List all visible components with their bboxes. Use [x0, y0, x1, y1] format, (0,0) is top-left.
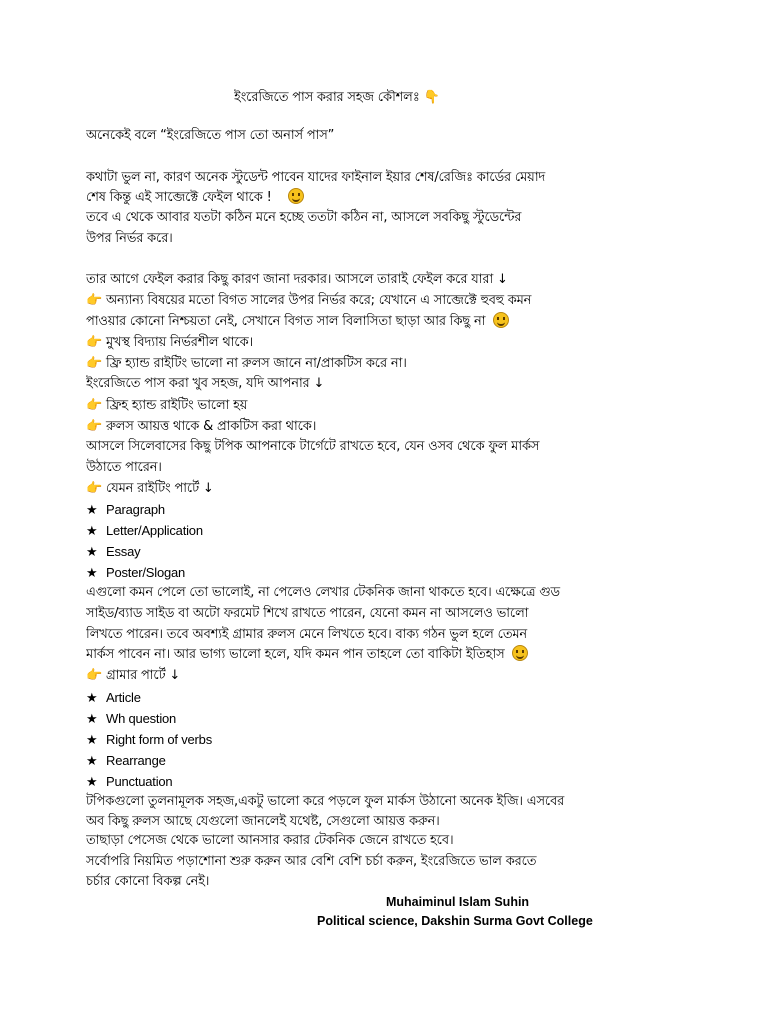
- star-icon: ★: [86, 775, 98, 790]
- grammar-item-text: Wh question: [106, 711, 177, 726]
- writing-item-text: Paragraph: [106, 502, 165, 517]
- closing-line-5: চর্চার কোনো বিকল্প নেই।: [86, 874, 210, 889]
- writing-item-text: Essay: [106, 544, 141, 559]
- writing-item: [86, 563, 616, 584]
- writing-item: [86, 500, 616, 521]
- reason-1-text-2: পাওয়ার কোনো নিশ্চয়তা নেই, সেখানে বিগত সাল বিলাসিতা ছাড়া আর কিছু না: [86, 314, 486, 329]
- reason-2-text: মুখস্থ বিদ্যায় নির্ভরশীল থাকে।: [106, 335, 253, 350]
- grammar-item: [86, 709, 616, 730]
- writing-heading: [86, 479, 616, 499]
- page-title: [234, 88, 494, 108]
- closing-line-3: তাছাড়া পেসেজ থেকে ভালো আনসার করার টেকনিক জেনে রাখতে হবে।: [86, 833, 454, 848]
- easy-1-text: ফ্রিহ হ্যান্ড রাইটিং ভালো হয়: [106, 398, 248, 413]
- pointing-hand-icon: 👉: [86, 481, 102, 496]
- writing-item: [86, 521, 616, 542]
- title-text: ইংরেজিতে পাস করার সহজ কৌশলঃ: [234, 90, 420, 105]
- writing-para-line-4: [86, 645, 616, 665]
- writing-para-line-2: সাইড/ব্যাড সাইড বা অটো ফরমেট শিখে রাখতে পারেন, যেনো কমন না আসলেও ভালো: [86, 606, 529, 621]
- star-icon: ★: [86, 566, 98, 581]
- grammar-item-text: Right form of verbs: [106, 732, 213, 747]
- grammar-item-text: Article: [106, 690, 141, 705]
- easy-heading: ইংরেজিতে পাস করা খুব সহজ, যদি আপনার ↓: [86, 376, 325, 391]
- grammar-item-text: Rearrange: [106, 753, 166, 768]
- star-icon: ★: [86, 733, 98, 748]
- smiley-icon: [512, 645, 528, 661]
- grammar-item: [86, 751, 616, 772]
- reason-3: [86, 354, 616, 374]
- star-icon: ★: [86, 712, 98, 727]
- writing-para-line-1: এগুলো কমন পেলে তো ভালোই, না পেলেও লেখার টেকনিক জানা থাকতে হবে। এক্ষেত্রে গুড: [86, 585, 560, 600]
- easy-2-text: রুলস আয়ত্ত থাকে & প্রাকটিস করা থাকে।: [106, 419, 317, 434]
- star-icon: ★: [86, 524, 98, 539]
- grammar-item: [86, 688, 616, 709]
- author-affiliation: Political science, Dakshin Surma Govt College: [317, 914, 593, 928]
- reason-1-line-1: [86, 291, 616, 311]
- writing-item-text: Poster/Slogan: [106, 565, 186, 580]
- author-name: Muhaiminul Islam Suhin: [386, 895, 530, 909]
- pointing-hand-icon: 👉: [86, 398, 102, 413]
- syllabus-line-2: উঠাতে পারেন।: [86, 460, 162, 475]
- grammar-item: [86, 730, 616, 751]
- grammar-heading-text: গ্রামার পার্টে ↓: [106, 668, 181, 683]
- writing-heading-text: যেমন রাইটিং পার্টে ↓: [106, 481, 214, 496]
- para1-line-1: কথাটা ভুল না, কারণ অনেক স্টুডেন্ট পাবেন যাদের ফাইনাল ইয়ার শেষ/রেজিঃ কার্ডের মেয়াদ: [86, 170, 546, 185]
- pointing-hand-icon: 👉: [86, 419, 102, 434]
- para1-line-2-text: শেষ কিন্তু এই সাব্জেক্টে ফেইল থাকে !: [86, 190, 272, 205]
- reason-2: [86, 333, 616, 353]
- para1-line-4: উপর নির্ভর করে।: [86, 231, 173, 246]
- writing-item-text: Letter/Application: [106, 523, 203, 538]
- star-icon: ★: [86, 691, 98, 706]
- pointing-hand-icon: 👉: [86, 293, 102, 308]
- writing-item: [86, 542, 616, 563]
- reasons-heading: তার আগে ফেইল করার কিছু কারণ জানা দরকার। আসলে তারাই ফেইল করে যারা ↓: [86, 272, 508, 287]
- grin-sweat-icon: [493, 312, 509, 328]
- easy-2: [86, 417, 616, 437]
- syllabus-line-1: আসলে সিলেবাসের কিছু টপিক আপনাকে টার্গেটে রাখতে হবে, যেন ওসব থেকে ফুল মার্কস: [86, 439, 540, 454]
- closing-line-2: অব কিছু রুলস আছে যেগুলো জানলেই যথেষ্ট, সেগুলো আয়ত্ত করুন।: [86, 814, 440, 829]
- grammar-item: [86, 772, 616, 793]
- writing-para-line-4-text: মার্কস পাবেন না। আর ভাগ্য ভালো হলে, যদি কমন পান তাহলে তো বাকিটা ইতিহাস: [86, 647, 505, 662]
- star-icon: ★: [86, 503, 98, 518]
- pointing-hand-icon: 👉: [86, 356, 102, 371]
- pointing-down-hand-icon: 👇: [423, 90, 440, 105]
- reason-1-line-2: [86, 312, 616, 332]
- smiley-icon: [288, 188, 304, 204]
- star-icon: ★: [86, 545, 98, 560]
- pointing-hand-icon: 👉: [86, 335, 102, 350]
- grammar-heading: [86, 666, 616, 686]
- intro-line: অনেকেই বলে “ইংরেজিতে পাস তো অনার্স পাস”: [86, 128, 335, 143]
- reason-3-text: ফ্রি হ্যান্ড রাইটিং ভালো না রুলস জানে না/প্রাকটিস করে না।: [106, 356, 407, 371]
- reason-1-text-1: অন্যান্য বিষয়ের মতো বিগত সালের উপর নির্ভর করে; যেখানে এ সাব্জেক্টে হুবহু কমন: [106, 293, 532, 308]
- para1-line-3: তবে এ থেকে আবার যতটা কঠিন মনে হচ্ছে ততটা কঠিন না, আসলে সবকিছু স্টুডেন্টের: [86, 210, 522, 225]
- easy-1: [86, 396, 616, 416]
- closing-line-4: সর্বোপরি নিয়মিত পড়াশোনা শুরু করুন আর বেশি বেশি চর্চা করুন, ইংরেজিতে ভাল করতে: [86, 854, 537, 869]
- closing-line-1: টপিকগুলো তুলনামূলক সহজ,একটু ভালো করে পড়লে ফুল মার্কস উঠানো অনেক ইজি। এসবের: [86, 794, 565, 809]
- grammar-item-text: Punctuation: [106, 774, 173, 789]
- pointing-hand-icon: 👉: [86, 668, 102, 683]
- para1-line-2: [86, 188, 616, 208]
- star-icon: ★: [86, 754, 98, 769]
- writing-para-line-3: লিখতে পারেন। তবে অবশ্যই গ্রামার রুলস মেনে লিখতে হবে। বাক্য গঠন ভুল হলে তেমন: [86, 627, 527, 642]
